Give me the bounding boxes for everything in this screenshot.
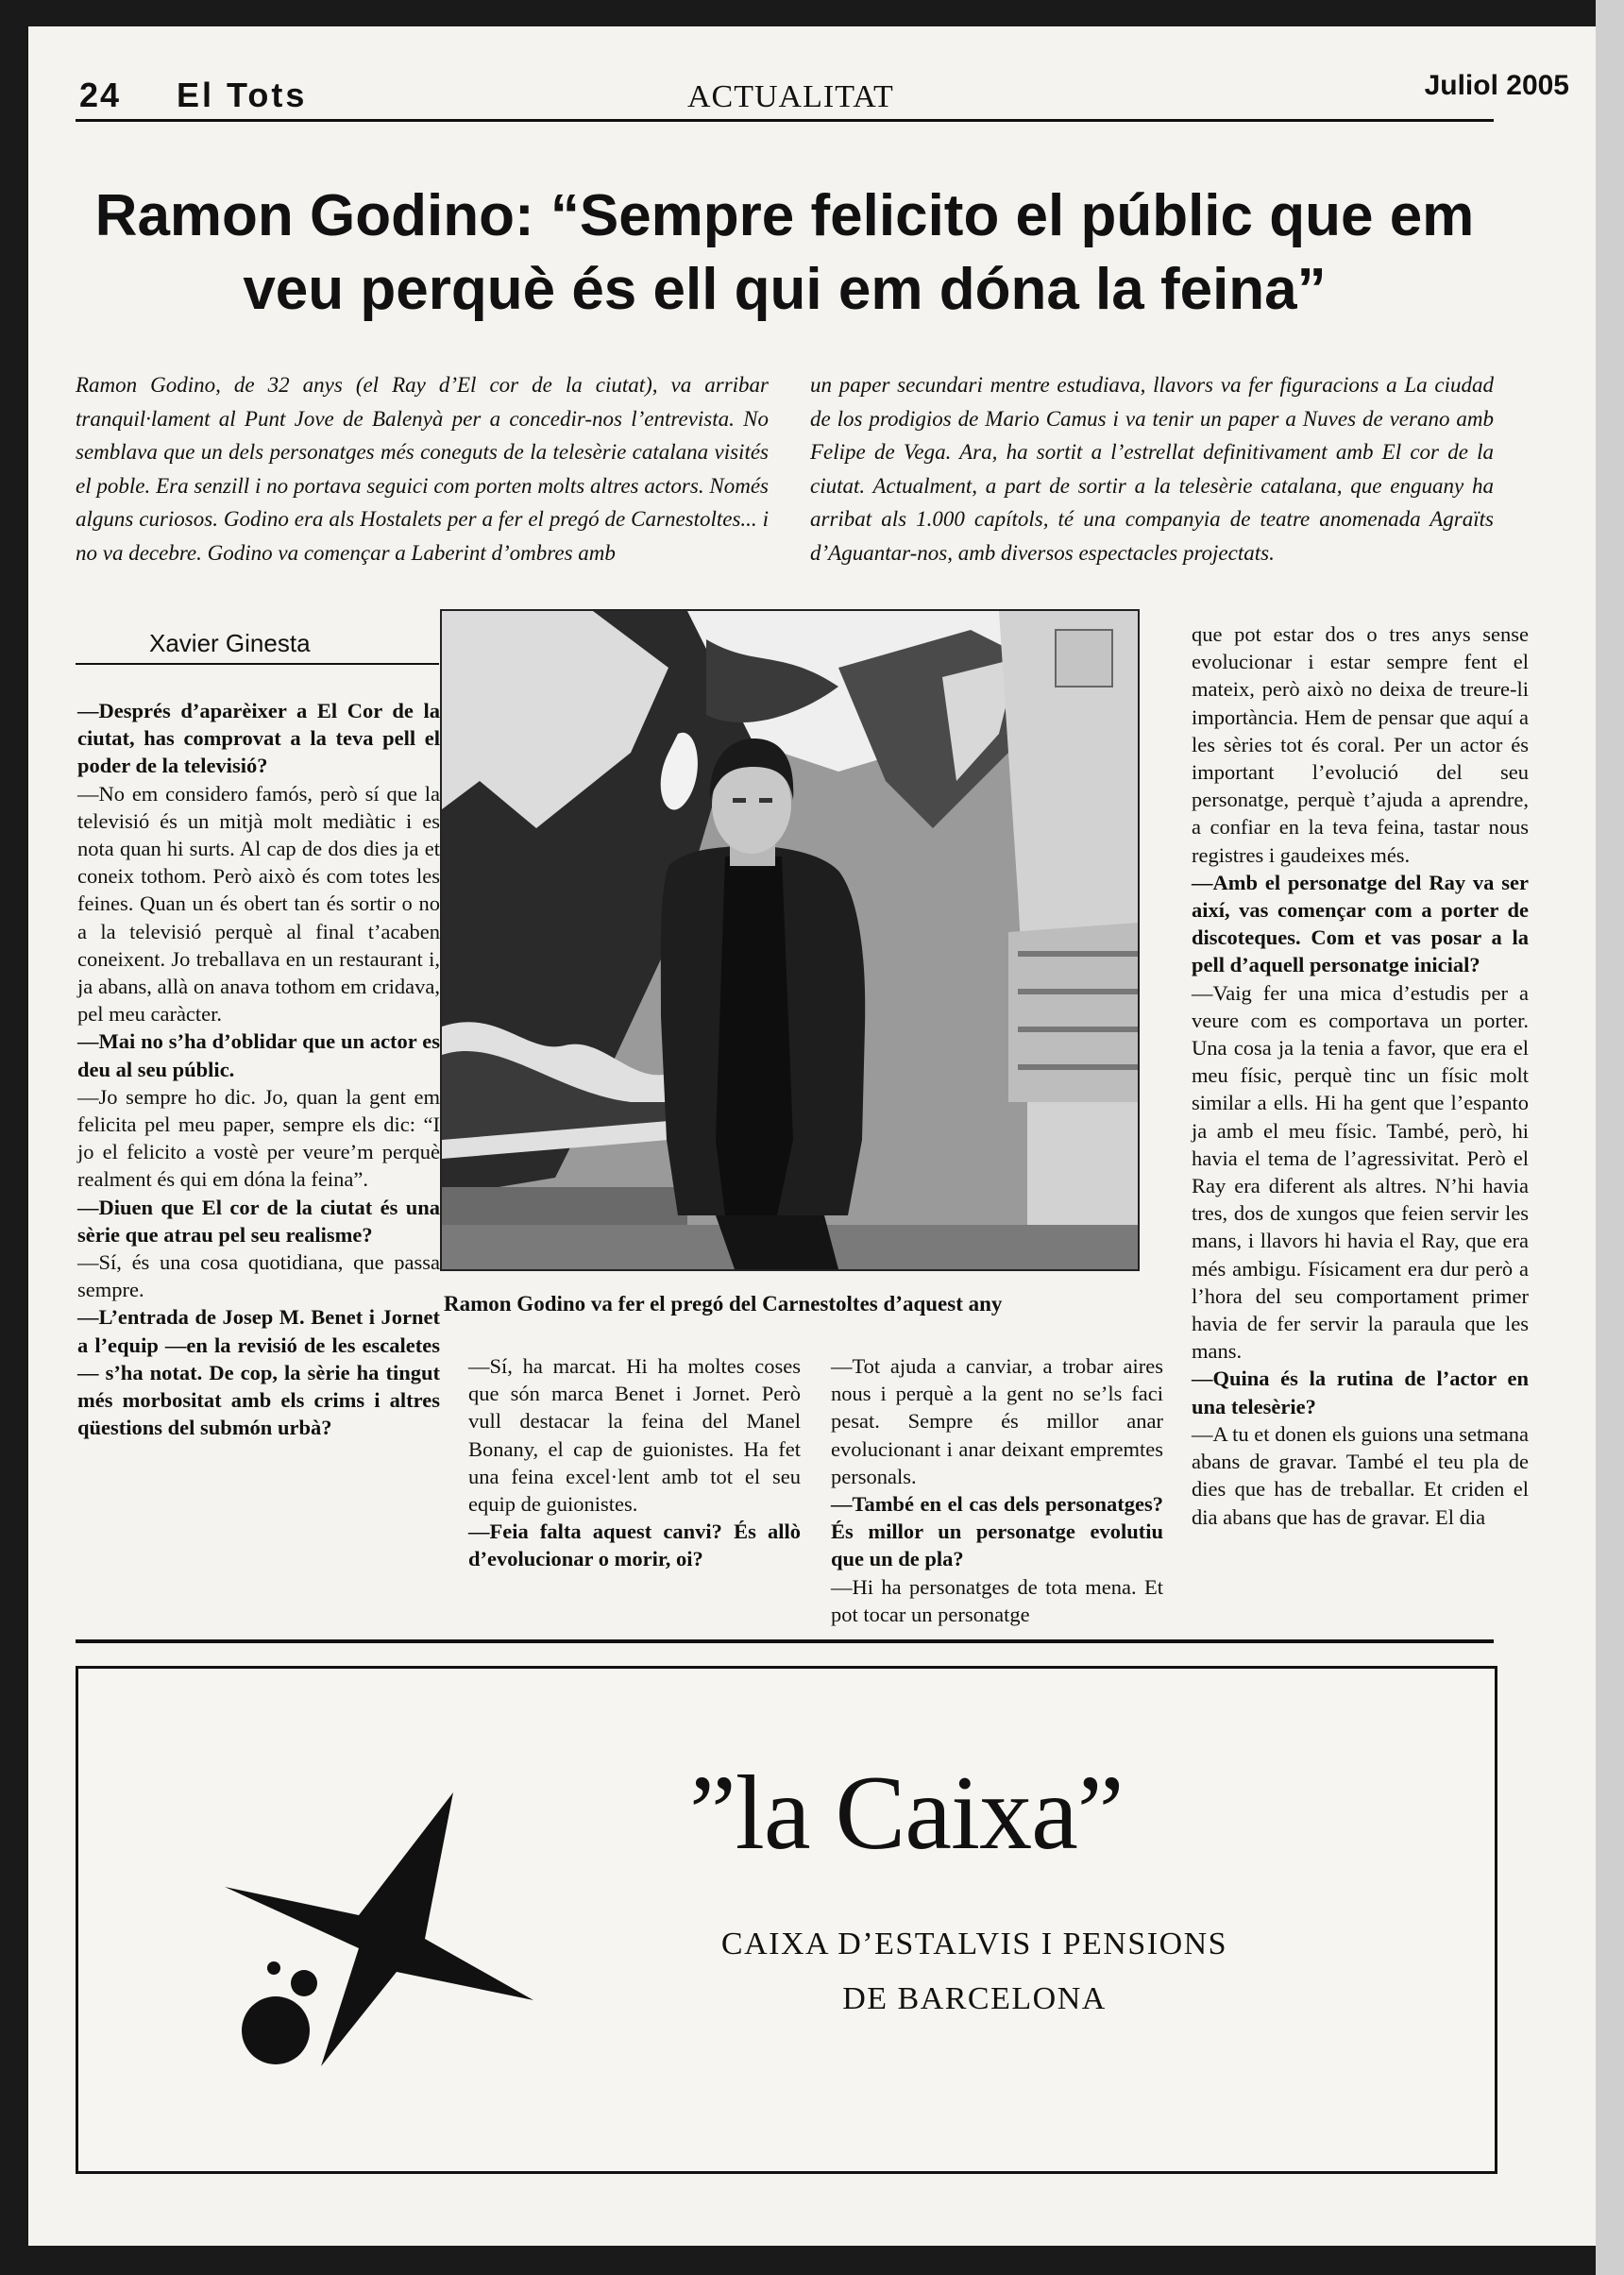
interview-answer: —Hi ha personatges de tota mena. Et pot tocar un personatge <box>831 1574 1163 1626</box>
header-rule <box>76 119 1494 122</box>
publication-name: El Tots <box>177 76 308 114</box>
section-name: ACTUALITAT <box>687 79 894 114</box>
interview-question: —Feia falta aquest canvi? És allò d’evolucionar o morir, oi? <box>468 1519 801 1571</box>
interview-question: —Amb el personatge del Ray va ser així, vas començar com a porter de discoteques. Com et vas posar a la pell d’aquell personatge inicial? <box>1192 870 1529 977</box>
intro-left: Ramon Godino, de 32 anys (el Ray d’El cor de la ciutat), va arribar tranquil·lament al Punt Jove de Balenyà per a concedir-nos l’entrevista. No semblava que un dels personatges més coneguts de la telesèrie catalana visités el poble. Era senzill i no portava seguici com porten molts altres actors. Només alguns curiosos. Godino era als Hostalets per a fer el pregó de Carnestoltes... i no va decebre. Godino va començar a Laberint d’ombres amb <box>76 373 769 565</box>
photo-illustration <box>442 611 1138 1269</box>
interview-answer: —Sí, és una cosa quotidiana, que passa sempre. <box>77 1250 440 1302</box>
interview-answer: —Tot ajuda a canviar, a trobar aires nous i perquè a la gent no se’ls faci pesat. Sempre és millor anar evolucionant i anar deixant empremtes personals. <box>831 1354 1163 1488</box>
star-logo-icon <box>217 1783 538 2085</box>
page-number: 24 <box>79 76 122 114</box>
interview-question: —L’entrada de Josep M. Benet i Jornet a l’equip —en la revisió de les escaletes— s’ha notat. De cop, la sèrie ha tingut més morbositat amb els crims i altres qüestions del submón urbà? <box>77 1305 440 1440</box>
interview-answer: —A tu et donen els guions una setmana abans de gravar. També el teu pla de dies que has de treballar. Et criden el dia abans que has de gravar. El dia <box>1192 1421 1529 1529</box>
column-1 <box>77 697 440 1441</box>
column-3 <box>831 1352 1163 1628</box>
interview-question: —Després d’aparèixer a El Cor de la ciutat, has comprovat a la teva pell el poder de la televisió? <box>77 699 440 778</box>
column-2 <box>468 1352 801 1573</box>
ad-subtitle-line-1: CAIXA D’ESTALVIS I PENSIONS <box>720 1927 1228 1961</box>
interview-answer: que pot estar dos o tres anys sense evolucionar i estar sempre fent el mateix, però això no deixa de treure-li importància. Hem de pensar que aquí a les sèries tot és coral. Per un actor és important l’evolució del seu personatge, perquè t’ajuda a aprendre, a confiar en la teva feina, tastar nous registres i gaudeixes més. <box>1192 622 1529 867</box>
interview-question: —Quina és la rutina de l’actor en una telesèrie? <box>1192 1367 1529 1418</box>
column-4 <box>1192 620 1529 1531</box>
ad-brand-name: ”la Caixa” <box>689 1755 1124 1872</box>
intro-right: un paper secundari mentre estudiava, llavors va fer figuracions a La ciudad de los prodigios de Mario Camus i va tenir un paper a Nuves de verano amb Felipe de Vega. Ara, ha sortit a l’estrellat definitivament amb El cor de la ciutat. Actualment, a part de sortir a la telesèrie catalana, que enguany ha arribat als 1.000 capítols, té una companyia de teatre anomenada Agraïts d’Aguantar-nos, amb diversos espectacles projectats. <box>810 373 1494 565</box>
photo-caption: Ramon Godino va fer el pregó del Carnestoltes d’aquest any <box>444 1292 1003 1316</box>
byline: Xavier Ginesta <box>149 629 311 657</box>
interview-question: —Diuen que El cor de la ciutat és una sèrie que atrau pel seu realisme? <box>77 1195 440 1247</box>
article-headline: Ramon Godino: “Sempre felicito el públic que em veu perquè és ell qui em dóna la feina” <box>94 183 1475 322</box>
ad-subtitle-line-2: DE BARCELONA <box>842 1981 1107 2016</box>
page-edge-strip <box>1596 0 1624 2275</box>
interview-question: —També en el cas dels personatges? És millor un personatge evolutiu que un de pla? <box>831 1492 1163 1571</box>
byline-rule <box>76 663 439 665</box>
interview-answer: —Jo sempre ho dic. Jo, quan la gent em felicita pel meu paper, sempre els dic: “I jo el felicito a vostè per veure’m perquè realment és qui em dóna la feina”. <box>77 1084 440 1192</box>
ad-top-rule <box>76 1639 1494 1643</box>
interview-answer: —No em considero famós, però sí que la televisió és un mitjà molt mediàtic i es nota quan hi surts. Al cap de dos dies ja et coneix tothom. Però això és com totes les feines. Quan un és obert tan és sortir o no a la televisió perquè al final t’acaben coneixent. Jo treballava en un restaurant i, ja abans, allà on anava tothom em cridava, pel meu caràcter. <box>77 781 440 1027</box>
interview-answer: —Sí, ha marcat. Hi ha moltes coses que són marca Benet i Jornet. Però vull destacar la feina del Manel Bonany, el cap de guionistes. Ha fet una feina excel·lent amb tot el seu equip de guionistes. <box>468 1354 801 1517</box>
interview-question: —Mai no s’ha d’oblidar que un actor es deu al seu públic. <box>77 1029 440 1081</box>
interview-answer: —Vaig fer una mica d’estudis per a veure com es comportava un porter. Una cosa ja la tenia a favor, que era el meu físic, perquè tinc un físic molt similar a ells. Hi ha gent que l’espanto ja amb el meu físic. També, però, hi havia el tema de l’agressivitat. Però el Ray era diferent als altres. N’hi havia tres, dos de xungos que feien servir les mans, i llavors hi havia el Ray, que era més ambigu. Físicament era dur però a l’hora del seu comportament primer havia de fer servir la paraula que les mans. <box>1192 980 1529 1364</box>
issue-date: Juliol 2005 <box>1424 70 1569 101</box>
article-photo <box>440 609 1140 1271</box>
